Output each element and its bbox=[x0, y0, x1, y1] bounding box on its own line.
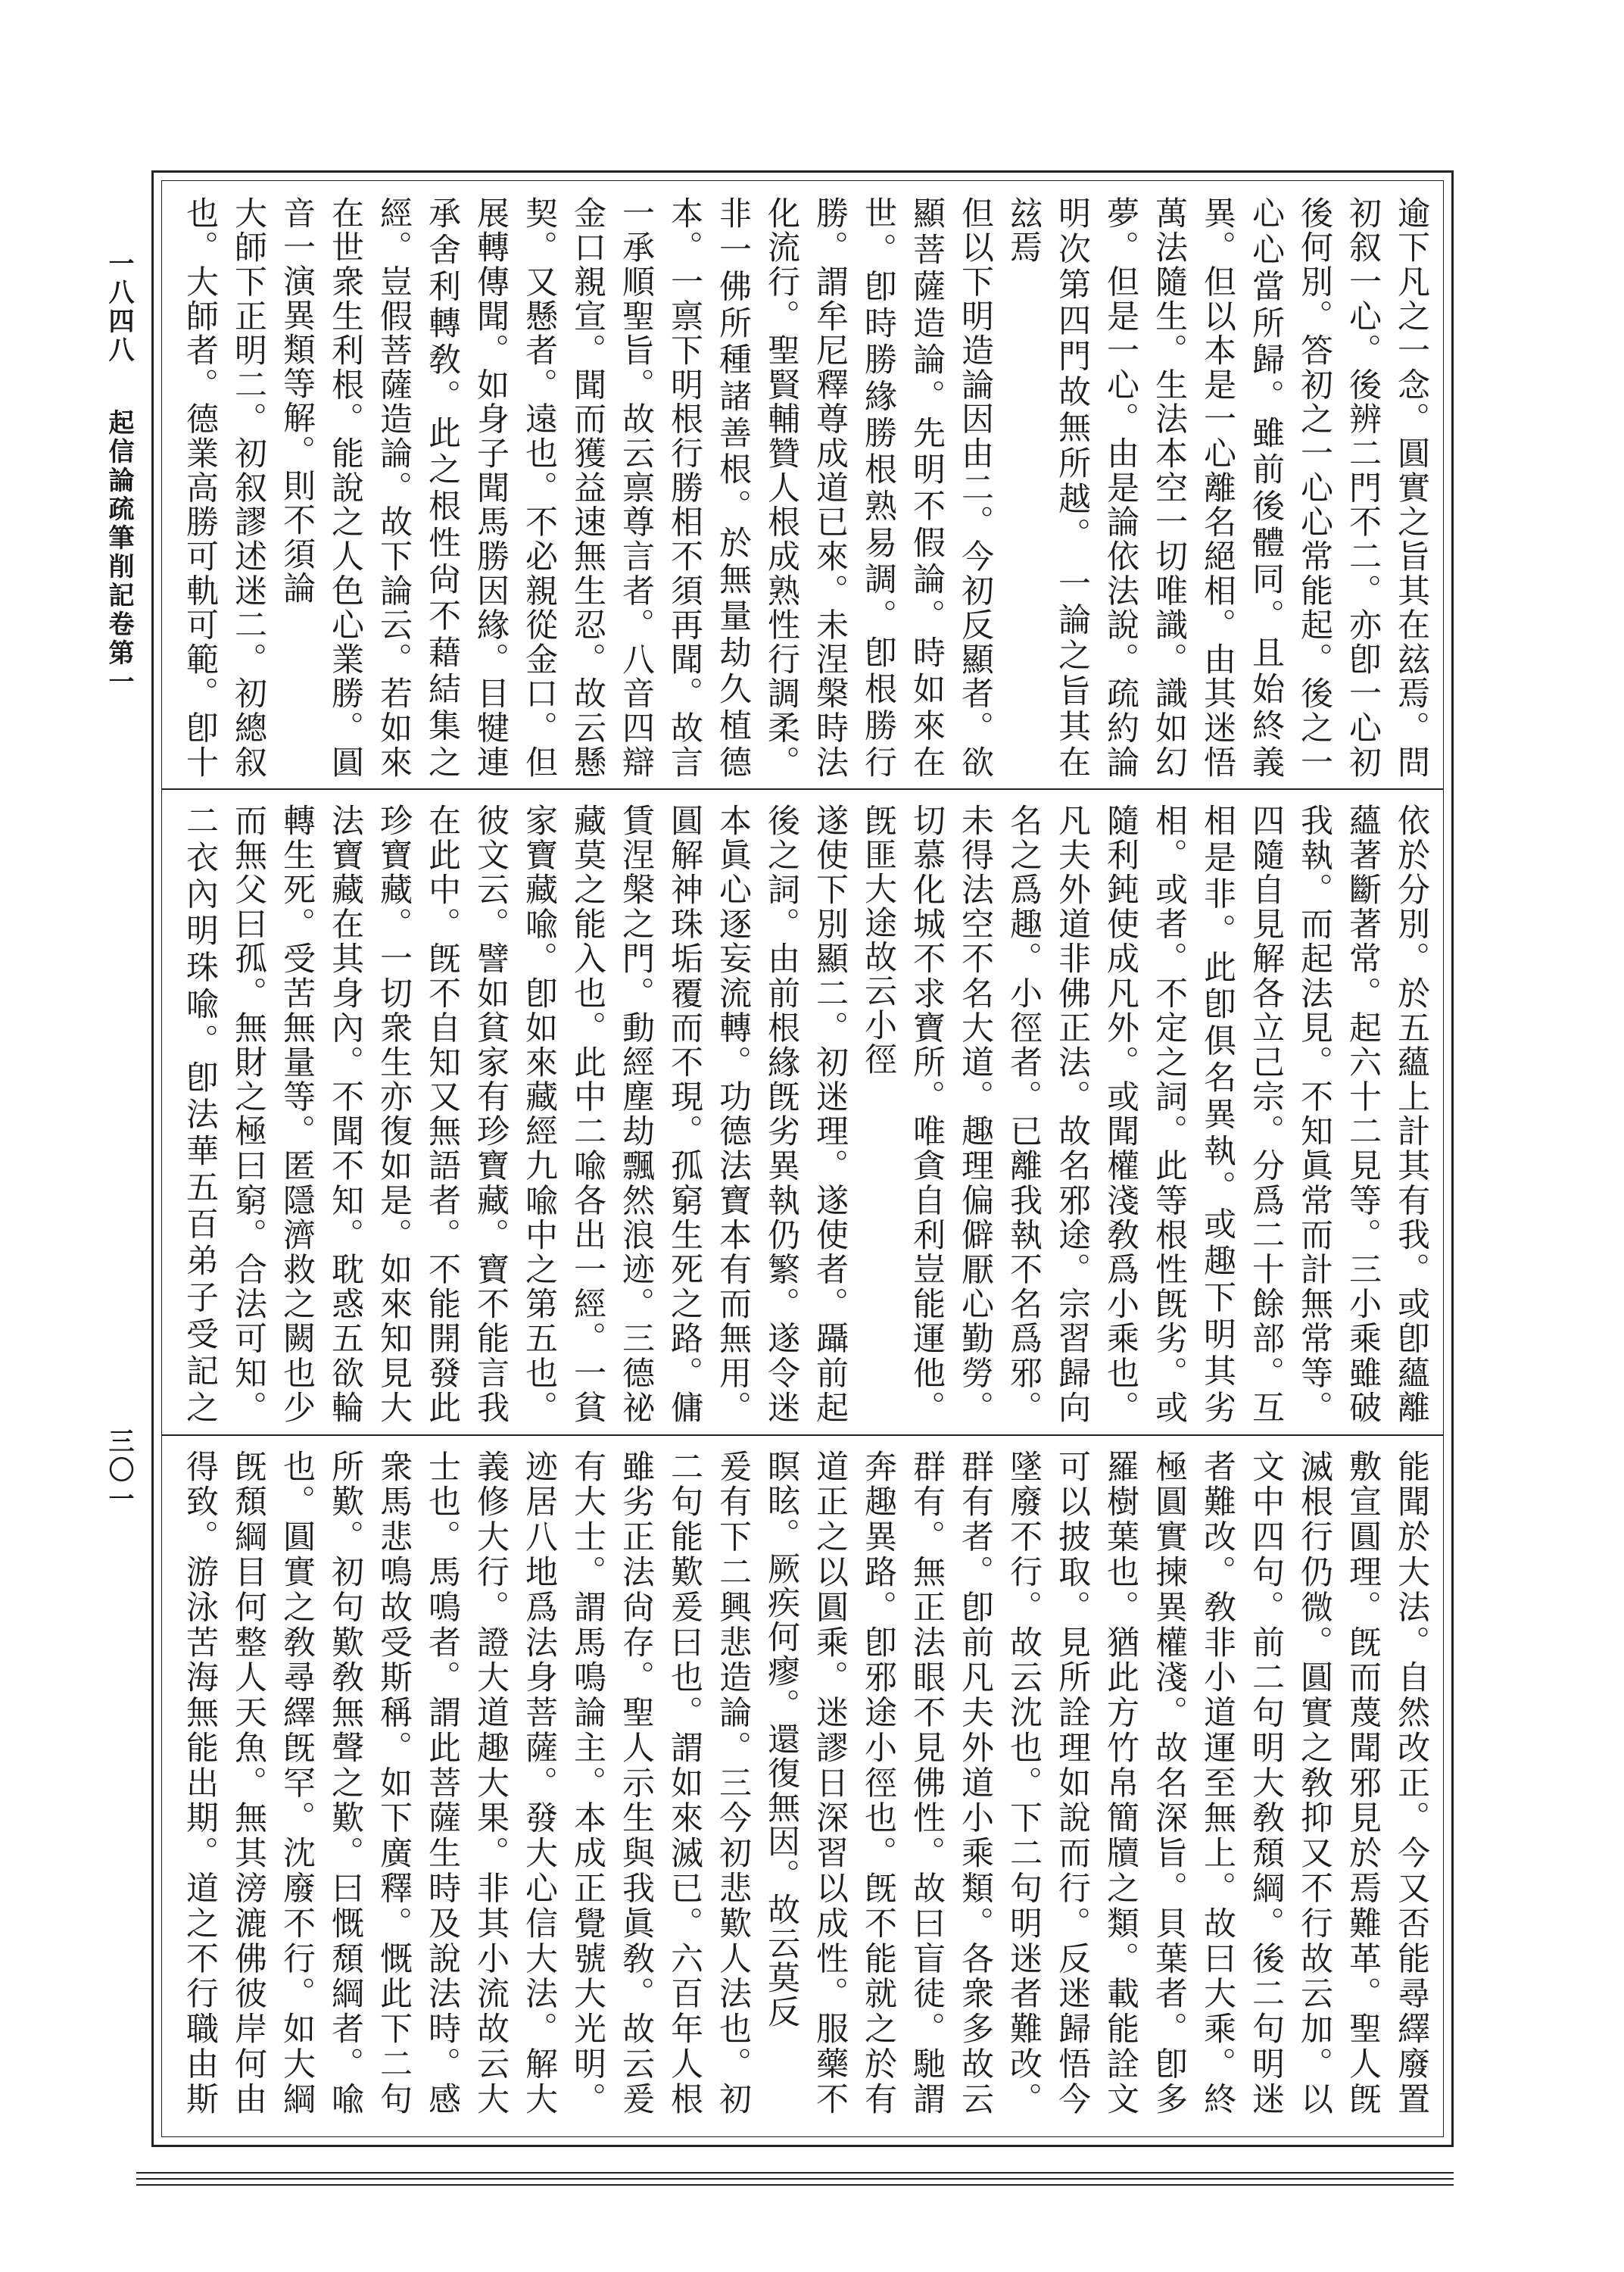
bottom-rule-2 bbox=[136, 2178, 1454, 2180]
running-title: 起信論疏筆削記卷第一 bbox=[104, 409, 134, 697]
text-frame-inner bbox=[161, 180, 1444, 2137]
register-middle-text: 依於分別。於五蘊上計其有我。或卽蘊離蘊著斷著常。起六十二見等。三小乘雖破我執。而起法見。不知眞常而計無常等。四隨自見解各立己宗。分爲二十餘部。互相是非。此卽俱名異執。或趣下明其劣相。或者。不定之詞。此等根性旣劣。或隨利鈍使成凡外。或聞權淺敎爲小乘也。凡夫外道非佛正法。故名邪途。宗習歸向名之爲趣。小徑者。已離我執不名爲邪。未得法空不名大道。趣理偏僻厭心勤勞。切慕化城不求寶所。唯貪自利豈能運他。旣匪大途故云小徑 遂使下別顯二。初迷理。遂使者。躡前起後之詞。由前根緣旣劣異執仍繁。遂令迷本眞心逐妄流轉。功德法寶本有而無用。圓解神珠垢覆而不現。孤窮生死之路。傭賃涅槃之門。動經塵劫飄然浪迹。三德祕藏莫之能入也。此中二喩各出一經。一貧家寶藏喩。卽如來藏經九喩中之第五也。彼文云。譬如貧家有珍寶藏。寶不能言我在此中。旣不自知又無語者。不能開發此珍寶藏。一切衆生亦復如是。如來知見大法寶藏在其身內。不聞不知。耽惑五欲輪轉生死。受苦無量等。匿隱濟救之闕也少而無父曰孤。無財之極曰窮。合法可知。二衣內明珠喩。卽法華五百弟子受記之 bbox=[181, 804, 1430, 1425]
register-bottom-text: 能聞於大法。自然改正。今又否能尋繹廢置敷宣圓理。旣而蔑聞邪見於焉難革。聖人旣滅根行仍微。圓實之敎抑又不行故云加。以文中四句。前二句明大敎頹綱。後二句明迷者難改。敎非小道運至無上。故曰大乘。終極圓實揀異權淺。故名深旨。貝葉者。卽多羅樹葉也。猶此方竹帛簡牘之類。載能詮文可以披取。見所詮理如說而行。反迷歸悟今墜廢不行。故云沈也。下二句明迷者難改。群有者。卽前凡夫外道小乘類。各衆多故云群有。無正法眼不見佛性。故曰盲徒。馳謂奔趣異路。卽邪途小徑也。旣不能就之於有道正之以圓乘。迷謬日深習以成性。服藥不瞑眩。厥疾何瘳。還復無因。故云莫反 爰有下二興悲造論。三今初悲歎人法也。初二句能歎爰曰也。謂如來滅已。六百年人根雖劣正法尙存。聖人示生與我眞敎。故云爰有大士。謂馬鳴論主。本成正覺號大光明。迹居八地爲法身菩薩。發大心信大法。解大義修大行。證大道趣大果。非其小流故云大士也。馬鳴者。謂此菩薩生時及說法時。感衆馬悲鳴故受斯稱。如下廣釋。慨此下二句所歎。初句歎敎無聲之歎。曰慨頹綱者。喩也。圓實之敎尋繹旣罕。沈廢不行。如大綱旣頹綱目何整人天魚。無其滂漉佛彼岸何由得致。游泳苦海無能出期。道之不行職由斯 bbox=[181, 1450, 1430, 2116]
text-frame bbox=[151, 170, 1454, 2147]
page-number: 一八四八 bbox=[104, 250, 134, 365]
folio-number: 三〇一 bbox=[104, 1428, 134, 1514]
register-middle bbox=[170, 804, 1435, 1425]
register-bottom bbox=[170, 1450, 1435, 2116]
register-divider-1 bbox=[162, 788, 1443, 790]
register-divider-2 bbox=[162, 1434, 1443, 1436]
bottom-rule-1 bbox=[136, 2172, 1454, 2174]
register-top bbox=[170, 196, 1435, 779]
bottom-rule-3 bbox=[136, 2184, 1454, 2186]
register-top-text: 逾下凡之一念。圓實之旨其在玆焉。問初叙一心。後辨二門不二。亦卽一心初後何別。答初之一心心常能起。後之一心心當所歸。雖前後體同。且始終義異。但以本是一心離名絕相。由其迷悟萬法隨生。生法本空一切唯識。識如幻夢。但是一心。由是論依法說。疏約論明次第四門故無所越。 一論之旨其在玆焉 但以下明造論因由二。今初反顯者。欲顯菩薩造論。先明不假論。時如來在世。卽時勝緣勝根熟易調。卽根勝行勝。謂牟尼釋尊成道已來。未涅槃時法化流行。聖賢輔贊人根成熟性行調柔。非一佛所種諸善根。於無量劫久植德本。一禀下明根行勝相不須再聞。故言一承順聖旨。故云禀尊言者。八音四辯金口親宣。聞而獲益速無生忍。故云懸契。又懸者。遠也。不必親從金口。但展轉傳聞。如身子聞馬勝因緣。目犍連承舍利轉敎。此之根性尙不藉結集之經。豈假菩薩造論。故下論云。若如來在世衆生利根。能說之人色心業勝。圓音一演異類等解。則不須論 大師下正明二。初叙謬述迷二。初總叙也。大師者。德業高勝可軌可範。卽十 bbox=[181, 196, 1430, 779]
